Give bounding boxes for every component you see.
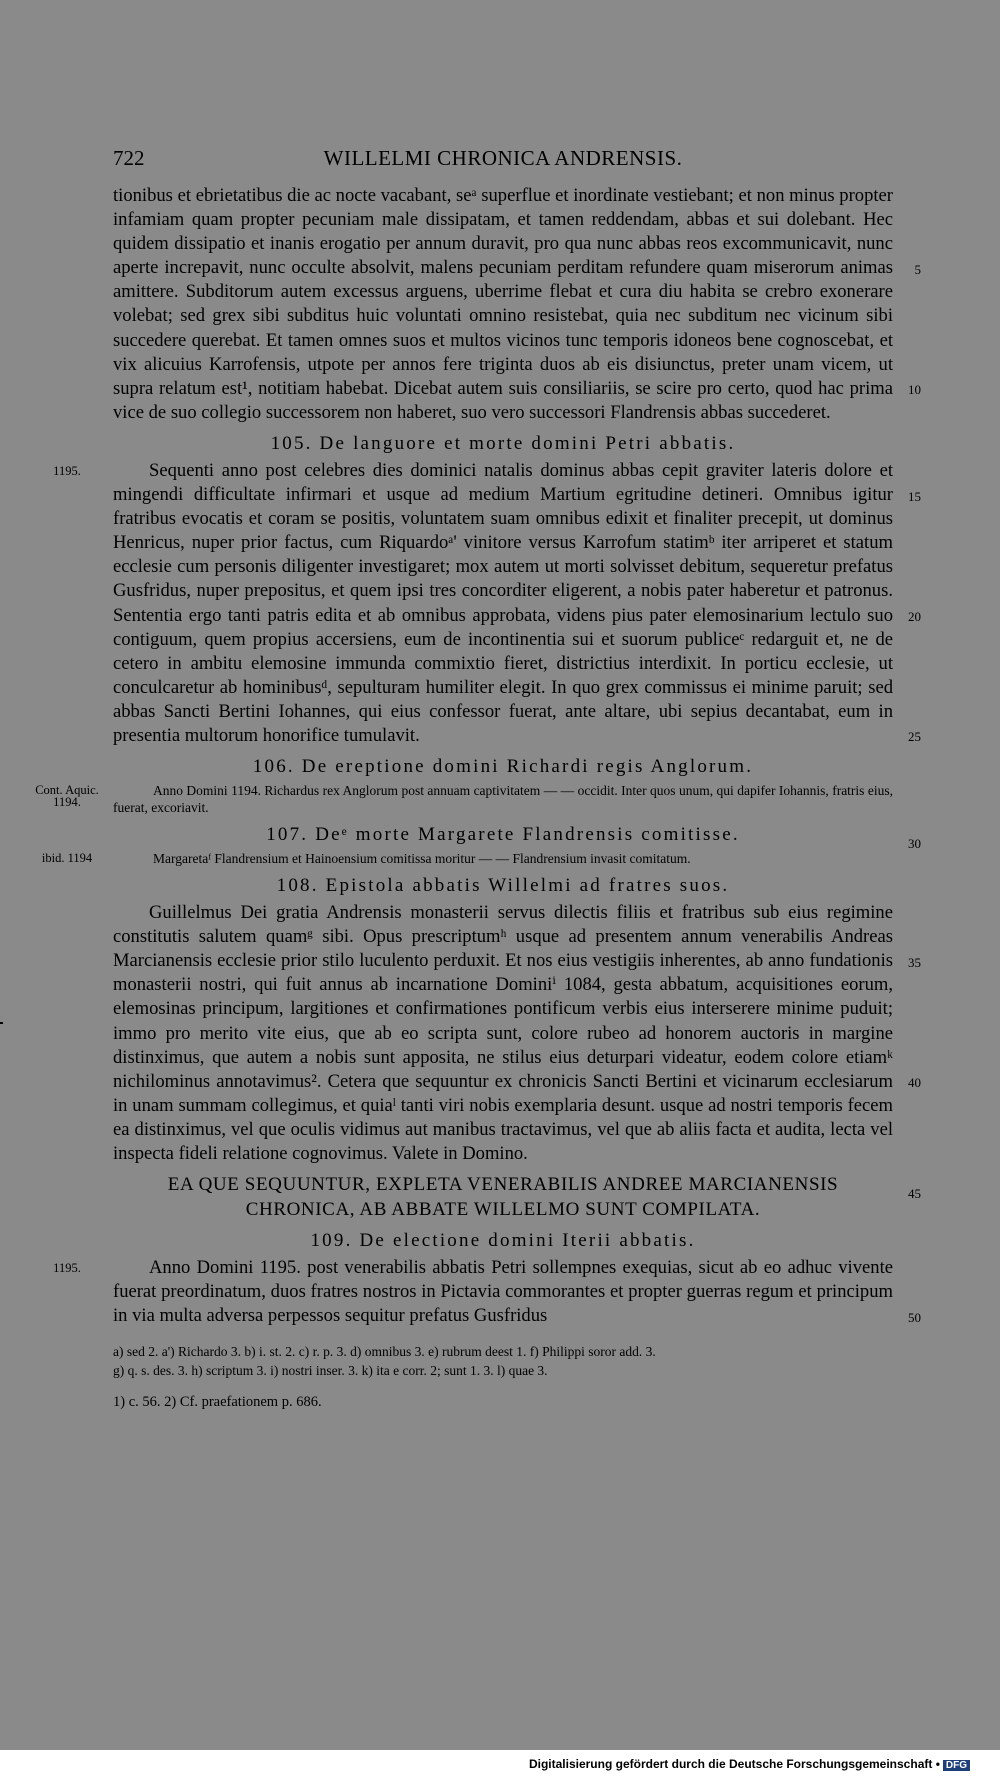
scan-mark xyxy=(0,1022,3,1024)
line-number: 45 xyxy=(908,1186,921,1202)
line-number: 50 xyxy=(908,1310,921,1326)
section-heading: 107. Deᵉ morte Margarete Flandrensis comitisse. xyxy=(266,824,740,846)
paragraph: tionibus et ebrietatibus die ac nocte vacabant, seᵃ superflue et inordinate vestiebant; et non minus propter infamiam quam propter pecuniam male dissipatam, et tamen reddendam, abbas et sui dolebant. Hec quidem dissipatio et inanis erogatio per annum duravit, pro qua nunc abbas reos excommunicavit, nunc aperte increpavit, nunc occulte absolvit, malens pecuniam perditam refundere quam miserorum animas amittere. Subditorum autem excessus arguens, uberrime flebat et cura diu habita se crebro exonerare volebat; sed grex sibi subditus huic voluntati omnino resistebat, quia nec subditum nec vicinum sibi succedere querebat. Et tamen omnes suos et multos vicinos tunc temporis idoneos bene cognoscebat, et vix alicuius Karrofensis, utpote per annos fere triginta duos ab eis disiunctus, preter unam vicem, ut supra relatum est¹, notitiam habebat. Dicebat autem suis consiliariis, se scire pro certo, quod hac prima vice de suo collegio successorem non haberet, suo vero successori Flandrensis abbas succederet. xyxy=(113,185,893,423)
page-number: 722 xyxy=(113,146,145,170)
paragraph: Margaretaᶠ Flandrensium et Hainoensium comitissa moritur — — Flandrensium invasit comitatum. xyxy=(153,851,691,867)
caption-heading xyxy=(113,1172,893,1222)
paragraph: Sequenti anno post celebres dies dominici natalis dominus abbas cepit graviter lateris dolore et mingendi difficultate infirmari et usque ad medium Martium egritudine detineri. Omnibus igitur fratribus evocatis et coram se positis, voluntatem suam omnibus edixit et finaliter precepit, ut dominus Henricus, nuper prior factus, cum Riquardoᵃ' vinitore versus Karrofum statimᵇ iter arriperet et statum ecclesie cum personis diligenter investigaret; mox autem ut morti solvisset debitum, sequeretur prefatus Gusfridus, nuper prepositus, et quem ipsi tres concorditer eligerent, a nobis pater haberetur et patronus. Sententia ergo tanti patris edita et ab omnibus approbata, videns pius pater elemosinarium lectulo suo contiguum, quem propius accersiens, eum de incontinentia sui et suorum publiceᶜ redarguit et, ne de cetero in ambitu elemosine immunda commixtio fieret, districtius interdixit. In porticu ecclesie, ut conculcaretur ab hominibusᵈ, sepulturam humiliter elegit. In quo grex commissus ei minime paruit; sed abbas Sancti Bertini Iohannes, qui eius confessor fuerat, ante altare, ubi sepius decantabat, eum in presentia multorum honorifice tumulavit. xyxy=(113,459,893,746)
credit-bar xyxy=(0,1750,1000,1778)
line-number: 10 xyxy=(908,382,921,397)
line-number: 20 xyxy=(908,608,921,624)
section-heading: 108. Epistola abbatis Willelmi ad fratres suos. xyxy=(276,875,730,897)
apparatus-footnotes xyxy=(113,1342,893,1380)
dfg-logo: DFG xyxy=(943,1760,970,1771)
paragraph: Guillelmus Dei gratia Andrensis monasterii servus dilectis filiis et fratribus sub eius regimine constitutis salutem quamᵍ sibi. Opus prescriptumʰ usque ad presentem annum venerabilis Andreas Marcianensis ecclesie prior stilo luculento perduxit. Et nos eius vestigiis inherentes, ab anno fundationis monasterii nostri, qui fuit annus ab incarnatione Dominiⁱ 1084, gesta abbatum, acquisitiones eorum, elemosinas principum, largitiones et confirmationes pontificum verbis eius interserere minime puduit; immo pro merito vite eius, que ab eo scripta sunt, colore rubeo ad honorem auctoris in margine distinximus, que autem a nobis sunt apposita, ne stilus eius deturpari videatur, eodem colore etiamᵏ nichilominus annotavimus². Cetera que sequuntur ex chronicis Sancti Bertini et vicinarum ecclesiarum in unam summam collegimus, et quiaˡ tanti viri nobis exemplaria desunt. usque ad nostri temporis fecem ea distinximus, vel que oculis vidimus aut manibus tractavimus, vel que ab aliis facta et audita, lecta vel inspecta fideli relatione cognovimus. Valete in Domino. xyxy=(113,902,893,1164)
running-title: WILLELMI CHRONICA ANDRENSIS. xyxy=(323,146,683,170)
running-header xyxy=(113,146,893,172)
main-text xyxy=(35,184,921,1412)
paragraph: Anno Domini 1195. post venerabilis abbatis Petri sollempnes exequias, sicut ab eo adhuc vivente fuerat preordinatum, duos fratres nostros in Pictavia commorantes et propter guerras regum et principum in via multa adversa perpessos sequitur prefatus Gusfridus xyxy=(113,1257,893,1327)
line-number: 15 xyxy=(908,488,921,504)
line-number: 35 xyxy=(908,955,921,971)
line-number: 40 xyxy=(908,1075,921,1091)
line-number: 25 xyxy=(908,728,921,744)
credit-text xyxy=(529,1757,970,1771)
margin-source: ibid. 1194 xyxy=(41,851,93,866)
credit-label: Digitalisierung gefördert durch die Deutsche Forschungsgemeinschaft • xyxy=(528,1757,940,1771)
reference-notes: 1) c. 56. 2) Cf. praefationem p. 686. xyxy=(113,1394,322,1411)
footnote-line: a) sed 2. a') Richardo 3. b) i. st. 2. c) r. p. 3. d) omnibus 3. e) rubrum deest 1. f) Philippi soror add. 3. xyxy=(113,1344,656,1360)
line-number: 30 xyxy=(908,836,921,852)
footnote-line: g) q. s. des. 3. h) scriptum 3. i) nostri inser. 3. k) ita e corr. 2; sunt 1. 3. l) quae 3. xyxy=(113,1363,548,1379)
section-heading: 105. De languore et morte domini Petri abbatis. xyxy=(270,432,736,454)
margin-date: 1195. xyxy=(53,1261,81,1276)
line-number: 5 xyxy=(914,262,921,277)
caption-line: CHRONICA, AB ABBATE WILLELMO SUNT COMPILATA. xyxy=(245,1199,761,1221)
paragraph: Anno Domini 1194. Richardus rex Anglorum post annuam captivitatem — — occidit. Inter quos unum, qui dapifer Iohannis, fratris eius, fuerat, excoriavit. xyxy=(113,783,893,816)
margin-date: 1195. xyxy=(53,463,81,478)
margin-source: Cont. Aquic. 1194. xyxy=(35,783,99,810)
caption-line: EA QUE SEQUUNTUR, EXPLETA VENERABILIS ANDREE MARCIANENSIS xyxy=(167,1174,839,1196)
section-heading: 106. De ereptione domini Richardi regis Anglorum. xyxy=(252,756,754,778)
section-heading: 109. De electione domini Iterii abbatis. xyxy=(310,1230,696,1252)
